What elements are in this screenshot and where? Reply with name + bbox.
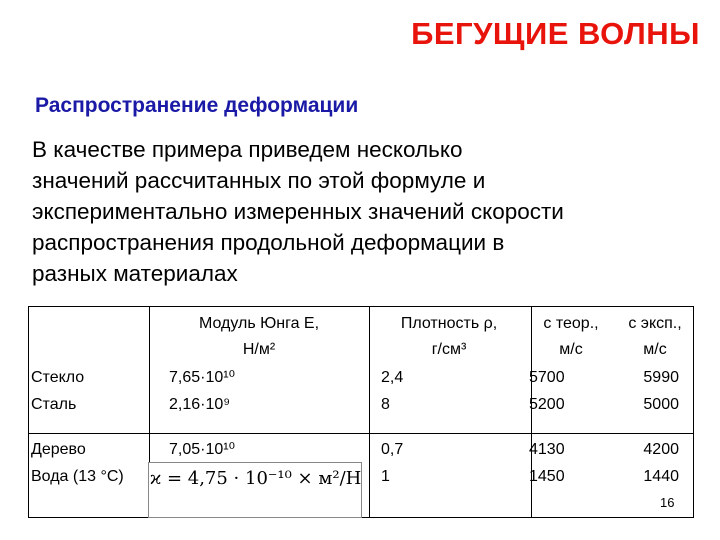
header-density-name: Плотность ρ, (400, 315, 498, 332)
body-line: разных материалах (32, 261, 238, 286)
header-modulus-name: Модуль Юнга E, (198, 315, 320, 332)
cell-density: 2,4 (381, 369, 404, 386)
header-density (374, 311, 524, 363)
cell-material: Сталь (31, 396, 77, 413)
cell-c-theor: 4130 (529, 441, 565, 458)
header-modulus-unit: Н/м² (242, 341, 276, 358)
table-divider (29, 433, 693, 434)
header-c-theor-name: c теор., (543, 315, 599, 332)
cell-c-exp: 5990 (643, 369, 679, 386)
cell-c-exp: 4200 (643, 441, 679, 458)
cell-c-theor: 5700 (529, 369, 565, 386)
slide-subtitle: Распространение деформации (35, 94, 359, 117)
header-c-exp-unit: м/с (643, 341, 667, 358)
body-line: распространения продольной деформации в (32, 230, 505, 255)
cell-material: Стекло (31, 369, 85, 386)
cell-density: 0,7 (381, 441, 404, 458)
table-divider (369, 307, 370, 517)
body-line: В качестве примера приведем несколько (32, 137, 463, 162)
body-line: экспериментально измеренных значений скорости (32, 199, 564, 224)
cell-material: Дерево (31, 441, 86, 458)
cell-density: 8 (381, 396, 390, 413)
header-c-exp (617, 311, 693, 363)
header-c-theor-unit: м/с (559, 341, 583, 358)
slide-number: 16 (660, 495, 675, 510)
cell-density: 1 (381, 468, 390, 485)
body-line: значений рассчитанных по этой формуле и (32, 168, 486, 193)
compressibility-formula: ϰ = 4,75 · 10⁻¹⁰ × м²/Н (150, 468, 362, 489)
slide-title: БЕГУЩИЕ ВОЛНЫ (411, 16, 700, 51)
header-modulus (159, 311, 359, 363)
body-paragraph (32, 134, 682, 289)
header-c-exp-name: c эксп., (628, 315, 682, 332)
cell-modulus: 7,05·10¹⁰ (169, 441, 236, 458)
cell-modulus: 7,65·10¹⁰ (169, 369, 236, 386)
cell-material: Вода (13 °C) (31, 468, 124, 485)
header-density-unit: г/см³ (431, 341, 467, 358)
cell-c-exp: 1440 (643, 468, 679, 485)
header-c-theor (531, 311, 611, 363)
cell-modulus: 2,16·10⁹ (169, 396, 231, 413)
cell-c-exp: 5000 (643, 396, 679, 413)
cell-c-theor: 5200 (529, 396, 565, 413)
cell-c-theor: 1450 (529, 468, 565, 485)
